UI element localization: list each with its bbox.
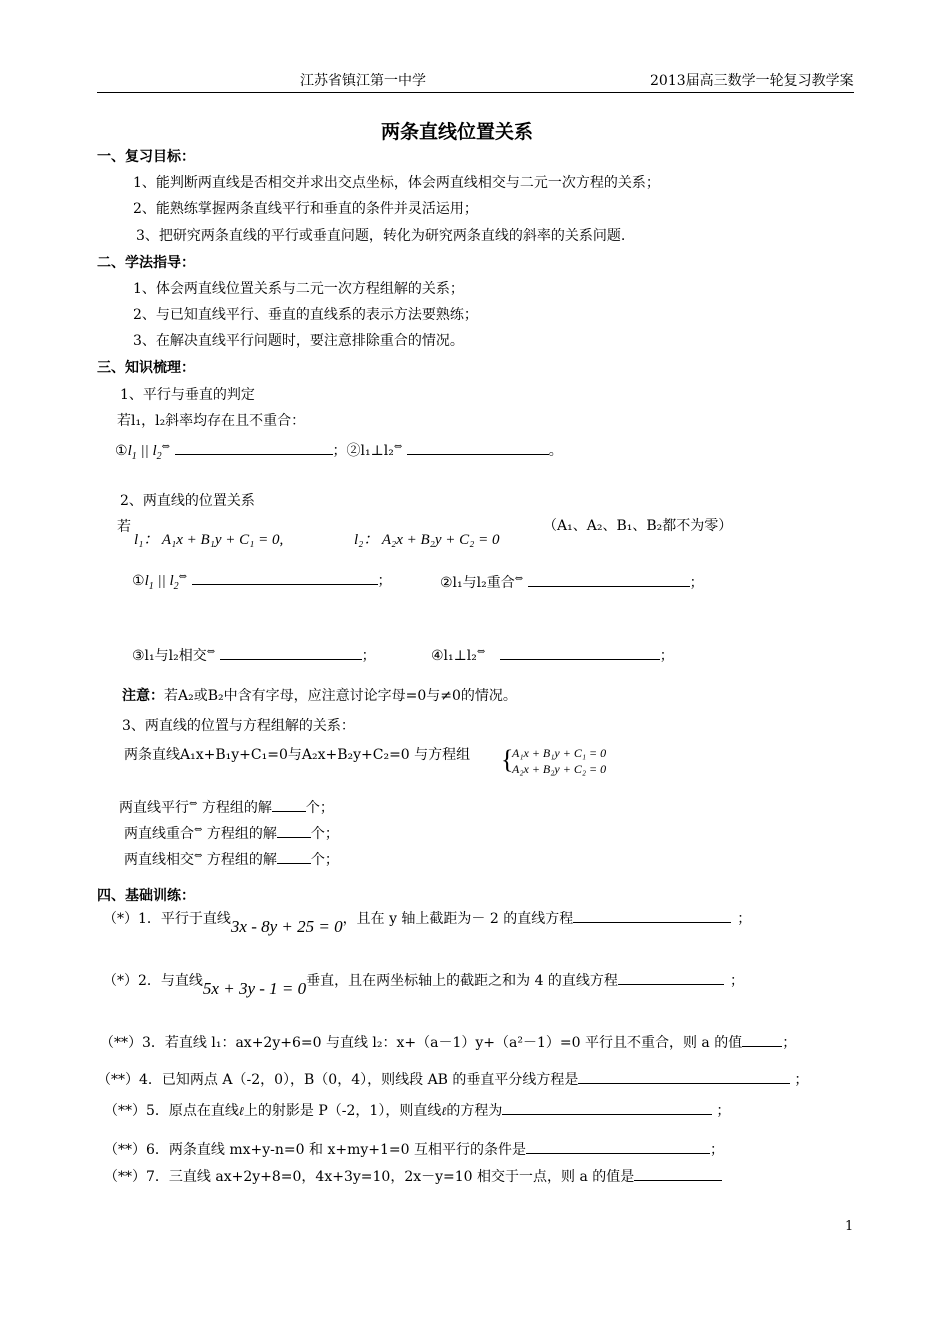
answer-blank[interactable] bbox=[407, 453, 549, 455]
note-label: 注意： bbox=[122, 688, 164, 704]
section-3-heading: 三、知识梳理： bbox=[97, 360, 195, 376]
answer-blank[interactable] bbox=[277, 862, 311, 864]
answer-blank[interactable] bbox=[573, 921, 731, 923]
semicolon: ； bbox=[377, 573, 392, 589]
semicolon: ； bbox=[659, 648, 674, 664]
s1-item: 3、把研究两条直线的平行或垂直问题，转化为研究两条直线的斜率的关系问题. bbox=[136, 228, 626, 244]
system-eq-1: A₁x + B₁y + C₁ = 0 bbox=[512, 746, 607, 760]
answer-blank[interactable] bbox=[500, 658, 660, 660]
iff-symbol: ⇔ bbox=[206, 646, 216, 658]
answer-blank[interactable] bbox=[618, 983, 724, 985]
s2-item: 2、与已知直线平行、垂直的直线系的表示方法要熟练； bbox=[133, 307, 478, 323]
s3-relation-4 bbox=[431, 645, 674, 665]
line-eq-2: l₂： A₂x + B₂y + C₂ = 0 bbox=[354, 532, 500, 548]
parallel-formula: $l_1$ || $l_2$ bbox=[127, 443, 162, 462]
s3-part3-title: 3、两直线的位置与方程组解的关系： bbox=[122, 718, 355, 734]
answer-blank[interactable] bbox=[742, 1045, 782, 1047]
answer-blank[interactable] bbox=[175, 453, 333, 455]
iff-symbol: ⇔ bbox=[178, 571, 188, 583]
note-text: 若A₂或B₂中含有字母，应注意讨论字母=0与≠0的情况。 bbox=[164, 688, 517, 704]
line-eq-1: l₁： A₁x + B₁y + C₁ = 0, bbox=[134, 532, 284, 548]
question-1: （*）1．平行于直线3x - 8y + 25 = 0，且在 y 轴上截距为－ 2 的直线方程 ； bbox=[103, 911, 752, 936]
section-2-heading: 二、学法指导： bbox=[97, 255, 195, 271]
circle-1: ① bbox=[115, 443, 128, 459]
line-symbol: ℓ bbox=[238, 1104, 244, 1118]
equation: 3x - 8y + 25 = 0 bbox=[230, 917, 343, 936]
system-eq-2: A₂x + B₂y + C₂ = 0 bbox=[512, 762, 607, 776]
s3-part1-condition: 若l₁，l₂斜率均存在且不重合： bbox=[117, 413, 306, 429]
equation: 5x + 3y - 1 = 0 bbox=[202, 979, 307, 998]
intersect-label: ③l₁与l₂相交 bbox=[132, 648, 207, 664]
iff-symbol: ⇔ bbox=[194, 824, 203, 836]
iff-symbol: ⇔ bbox=[189, 798, 198, 810]
s2-item: 3、在解决直线平行问题时，要注意排除重合的情况。 bbox=[133, 333, 464, 349]
header-rule bbox=[97, 92, 854, 93]
s3-relation-1 bbox=[132, 570, 392, 592]
s3-part2-if: 若 bbox=[117, 519, 131, 535]
header-school: 江苏省镇江第一中学 bbox=[300, 73, 426, 89]
nonzero-note: （A₁、A₂、B₁、B₂都不为零） bbox=[543, 518, 733, 534]
system-brace: { bbox=[501, 745, 514, 774]
s3-relation-2 bbox=[440, 572, 704, 592]
line-symbol: ℓ bbox=[441, 1104, 447, 1118]
semicolon: ； bbox=[361, 648, 376, 664]
perp-label: ④l₁⊥l₂ bbox=[431, 648, 477, 664]
header-course: 2013届高三数学一轮复习教学案 bbox=[650, 73, 854, 89]
answer-blank[interactable] bbox=[528, 585, 690, 587]
s3-part1-title: 1、平行与垂直的判定 bbox=[120, 387, 255, 403]
answer-blank[interactable] bbox=[277, 836, 311, 838]
rel-parallel: 两直线平行⇔ 方程组的解 个； bbox=[119, 798, 334, 816]
coincide-label: ②l₁与l₂重合 bbox=[440, 575, 515, 591]
section-4-heading: 四、基础训练： bbox=[97, 888, 195, 904]
s1-item: 1、能判断两直线是否相交并求出交点坐标，体会两直线相交与二元一次方程的关系； bbox=[133, 175, 660, 191]
s1-item: 2、能熟练掌握两条直线平行和垂直的条件并灵活运用； bbox=[133, 201, 478, 217]
iff-symbol: ⇔ bbox=[393, 441, 403, 453]
iff-symbol: ⇔ bbox=[476, 646, 486, 658]
question-5: （**）5．原点在直线ℓ上的射影是 P（-2，1），则直线ℓ的方程为 ； bbox=[104, 1103, 731, 1119]
question-4: （**）4．已知两点 A（-2，0），B（0，4），则线段 AB 的垂直平分线方程是 ； bbox=[97, 1072, 809, 1088]
note bbox=[122, 685, 517, 705]
page-number: 1 bbox=[845, 1219, 854, 1234]
iff-symbol: ⇔ bbox=[194, 850, 203, 862]
rel-coincide: 两直线重合⇔ 方程组的解 个； bbox=[124, 824, 339, 842]
answer-blank[interactable] bbox=[526, 1152, 710, 1154]
perp-label: ；②l₁⊥l₂ bbox=[332, 443, 394, 459]
answer-blank[interactable] bbox=[220, 658, 362, 660]
section-1-heading: 一、复习目标： bbox=[97, 149, 195, 165]
s2-item: 1、体会两直线位置关系与二元一次方程组解的关系； bbox=[133, 281, 464, 297]
question-3: （**）3．若直线 l₁：ax+2y+6=0 与直线 l₂：x+（a－1）y+（a²－1）=0 平行且不重合，则 a 的值 ； bbox=[100, 1035, 797, 1051]
iff-symbol: ⇔ bbox=[514, 573, 524, 585]
answer-blank[interactable] bbox=[192, 583, 378, 585]
answer-blank[interactable] bbox=[634, 1179, 722, 1181]
question-7: （**）7．三直线 ax+2y+8=0，4x+3y=10，2x－y=10 相交于一点，则 a 的值是 bbox=[104, 1166, 722, 1186]
parallel-formula: $l_1$ || $l_2$ bbox=[144, 573, 179, 592]
iff-symbol: ⇔ bbox=[161, 441, 171, 453]
page-title: 两条直线位置关系 bbox=[381, 121, 534, 143]
answer-blank[interactable] bbox=[578, 1082, 790, 1084]
period: 。 bbox=[548, 443, 563, 459]
s3-part3-line: 两条直线A₁x+B₁y+C₁=0与A₂x+B₂y+C₂=0 与方程组 bbox=[124, 747, 471, 763]
question-2: （*）2．与直线5x + 3y - 1 = 0垂直，且在两坐标轴上的截距之和为 4 的直线方程 ； bbox=[103, 973, 744, 998]
semicolon: ； bbox=[689, 575, 704, 591]
rel-intersect: 两直线相交⇔ 方程组的解 个； bbox=[124, 850, 339, 868]
s3-part2-title: 2、两直线的位置关系 bbox=[120, 493, 255, 509]
answer-blank[interactable] bbox=[502, 1113, 712, 1115]
s3-part1-row bbox=[115, 440, 563, 462]
circle-1: ① bbox=[132, 573, 145, 589]
question-6: （**）6．两条直线 mx+y-n=0 和 x+my+1=0 互相平行的条件是 ； bbox=[104, 1142, 724, 1158]
answer-blank[interactable] bbox=[272, 810, 306, 812]
s3-relation-3 bbox=[132, 645, 376, 665]
